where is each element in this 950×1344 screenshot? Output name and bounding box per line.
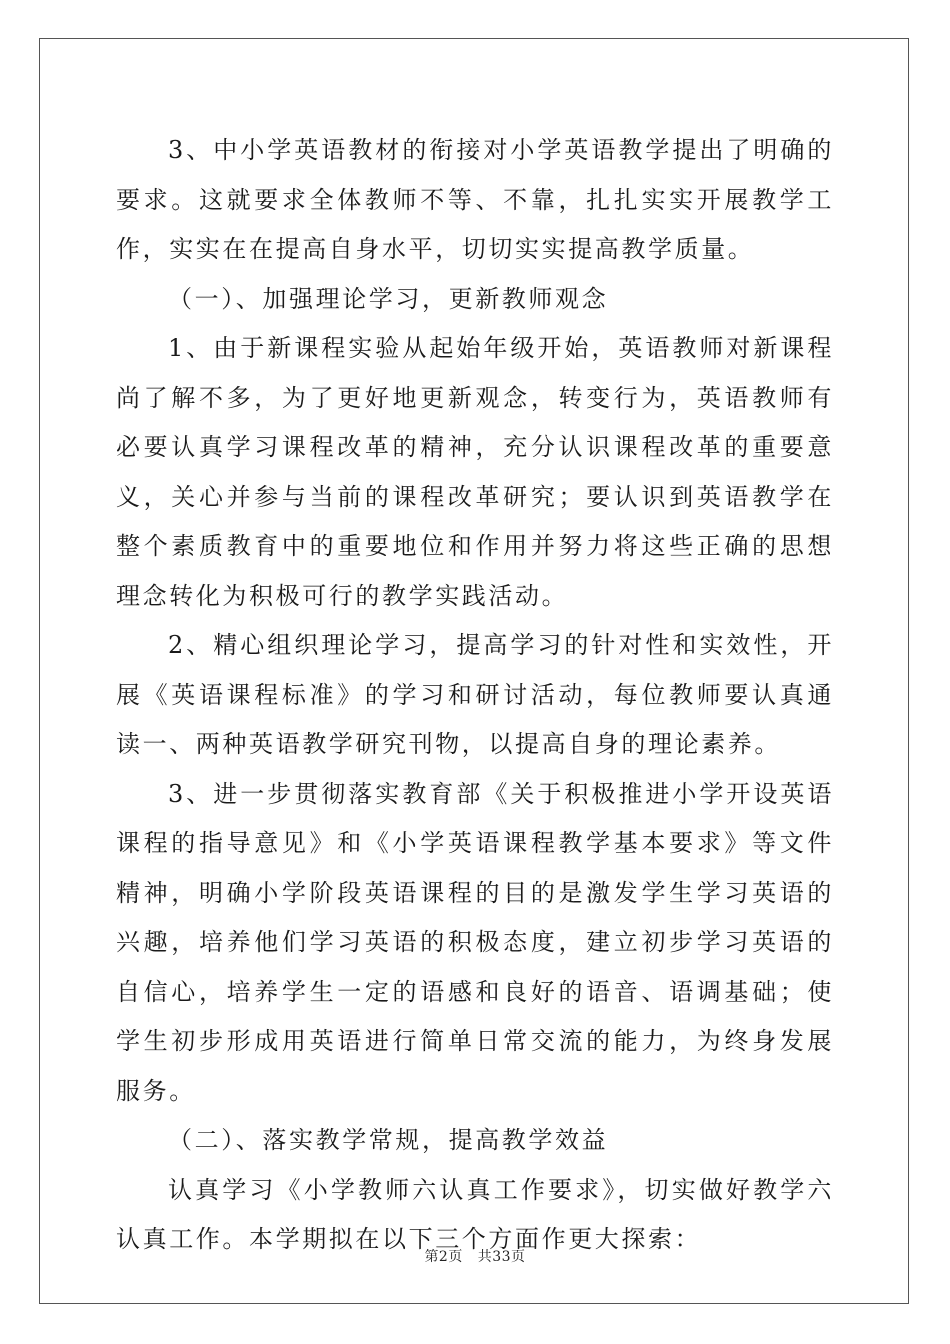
paragraph-curriculum-link: 3、中小学英语教材的衔接对小学英语教学提出了明确的要求。这就要求全体教师不等、不靠，扎扎实实开展教学工作，实实在在提高自身水平，切切实实提高教学质量。 bbox=[116, 136, 834, 263]
paragraph-new-curriculum: 1、由于新课程实验从起始年级开始，英语教师对新课程尚了解不多，为了更好地更新观念，转变行为，英语教师有必要认真学习课程改革的精神，充分认识课程改革的重要意义，关心并参与当前的课程改革研究；要认识到英语教学在整个素质教育中的重要地位和作用并努力将这些正确的思想理念转化为积极可行的教学实践活动。 bbox=[116, 334, 834, 610]
document-body bbox=[116, 126, 834, 1265]
page-footer bbox=[0, 1246, 950, 1266]
page-number: 第2页 bbox=[424, 1249, 463, 1265]
section-heading-theory-study: （一）、加强理论学习，更新教师观念 bbox=[168, 284, 609, 313]
paragraph-theory-organization: 2、精心组织理论学习，提高学习的针对性和实效性，开展《英语课程标准》的学习和研讨活动，每位教师要认真通读一、两种英语教学研究刊物，以提高自身的理论素养。 bbox=[116, 631, 834, 758]
page-total: 共33页 bbox=[477, 1249, 526, 1265]
section-heading-teaching-routine: （二）、落实教学常规，提高教学效益 bbox=[168, 1126, 609, 1154]
paragraph-policy-implementation: 3、进一步贯彻落实教育部《关于积极推进小学开设英语课程的指导意见》和《小学英语课程教学基本要求》等文件精神，明确小学阶段英语课程的目的是激发学生学习英语的兴趣，培养他们学习英语的积极态度，建立初步学习英语的自信心，培养学生一定的语感和良好的语音、语调基础；使学生初步形成用英语进行简单日常交流的能力，为终身发展服务。 bbox=[116, 779, 834, 1105]
paragraph-six-requirements: 认真学习《小学教师六认真工作要求》，切实做好教学六认真工作。本学期拟在以下三个方面作更大探索： bbox=[116, 1175, 834, 1253]
